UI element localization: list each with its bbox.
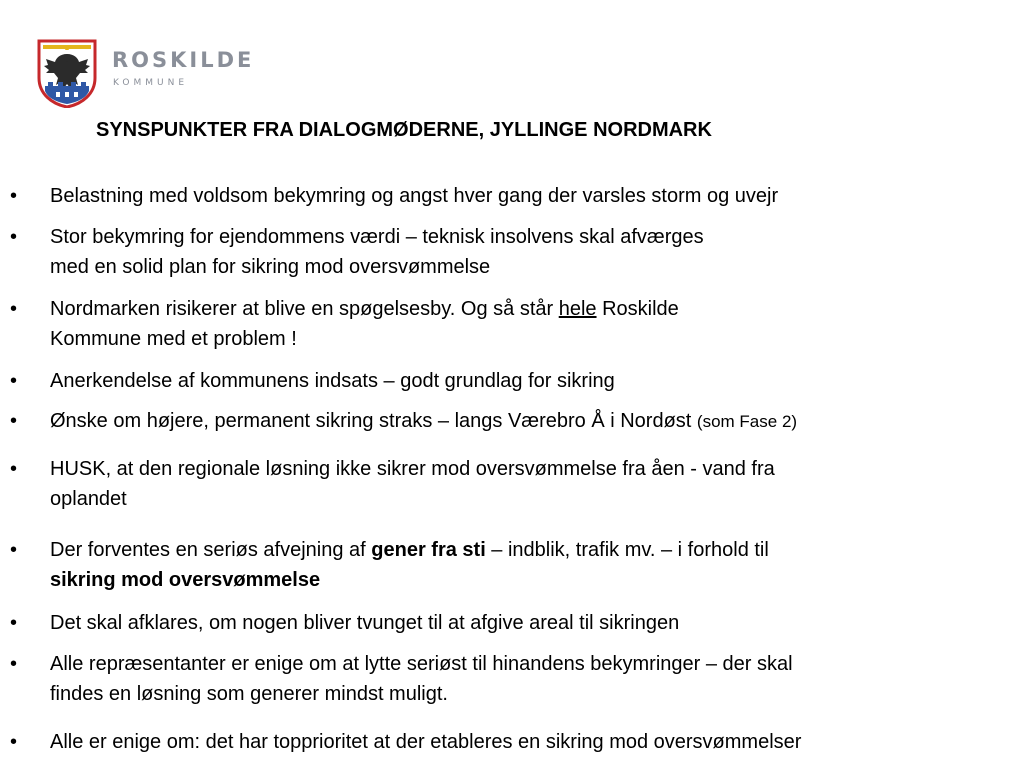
bullet-text: [50, 294, 1020, 354]
bullet-text: [50, 649, 1020, 709]
logo-name: ROSKILDE: [112, 48, 255, 72]
bullet-line: [50, 294, 1020, 324]
underlined-text: hele: [558, 298, 597, 320]
bullet-text: Det skal afklares, om nogen bliver tvunget til at afgive areal til sikringen: [50, 612, 680, 634]
bullet-line: oplandet: [50, 488, 127, 510]
bold-text: gener fra sti: [371, 539, 486, 561]
bullet-line: findes en løsning som generer mindst muligt.: [50, 683, 448, 705]
page-title: SYNSPUNKTER FRA DIALOGMØDERNE, JYLLINGE NORDMARK: [96, 119, 712, 141]
text-run: Nordmarken risikerer at blive en spøgelsesby. Og så står: [50, 298, 559, 320]
bullet-line: [50, 535, 1020, 565]
bullet-text: [50, 454, 1020, 514]
bullet-symbol: •: [10, 539, 18, 561]
bullet-line: Kommune med et problem !: [50, 328, 297, 350]
small-text: (som Fase 2): [696, 412, 798, 431]
bullet-line: Alle repræsentanter er enige om at lytte seriøst til hinandens bekymringer – der skal: [50, 653, 793, 675]
bullet-symbol: •: [10, 226, 18, 248]
bullet-text: [50, 406, 1020, 437]
text-run: – indblik, trafik mv. – i forhold til: [485, 539, 769, 561]
bullet-symbol: •: [10, 731, 18, 753]
bullet-symbol: •: [10, 612, 18, 634]
bullet-symbol: •: [10, 185, 18, 207]
logo-subtitle: KOMMUNE: [113, 78, 189, 88]
bullet-symbol: •: [10, 298, 18, 320]
bullet-line: Stor bekymring for ejendommens værdi – teknisk insolvens skal afværges: [50, 226, 704, 248]
bullet-text: Belastning med voldsom bekymring og angst hver gang der varsles storm og uvejr: [50, 185, 779, 207]
bullet-symbol: •: [10, 410, 18, 432]
bullet-symbol: •: [10, 458, 18, 480]
bullet-symbol: •: [10, 653, 18, 675]
text-run: Der forventes en seriøs afvejning af: [50, 539, 372, 561]
bullet-line: HUSK, at den regionale løsning ikke sikrer mod oversvømmelse fra åen - vand fra: [50, 458, 775, 480]
bullet-line: med en solid plan for sikring mod oversvømmelse: [50, 256, 491, 278]
bullet-text: [50, 535, 1020, 595]
bullet-symbol: •: [10, 370, 18, 392]
bullet-line: sikring mod oversvømmelse: [50, 569, 321, 591]
bullet-text: Alle er enige om: det har topprioritet at der etableres en sikring mod oversvømmelser: [50, 731, 802, 753]
text-run: Roskilde: [596, 298, 679, 320]
bullet-text: Anerkendelse af kommunens indsats – godt grundlag for sikring: [50, 370, 615, 392]
bullet-text: [50, 222, 1020, 282]
text-run: Ønske om højere, permanent sikring straks – langs Værebro Å i Nordøst: [50, 410, 697, 432]
